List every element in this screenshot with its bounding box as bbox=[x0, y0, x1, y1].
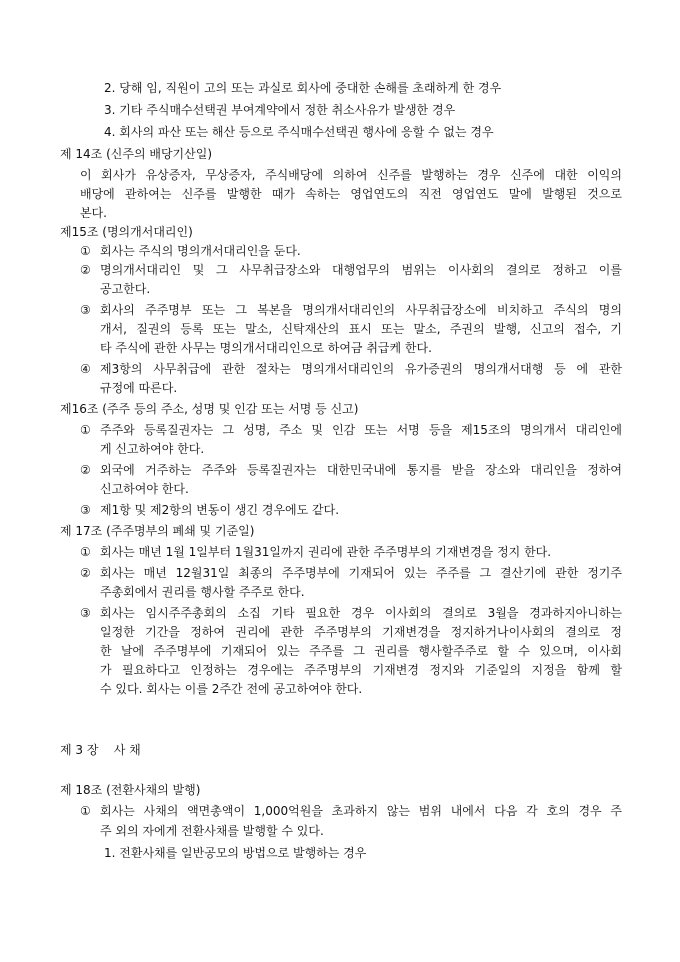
article-18-heading: 제 18조 (전환사채의 발행) bbox=[60, 783, 201, 797]
clause-line: 주총회에서 권리를 행사할 주주로 한다. bbox=[100, 585, 305, 599]
clause-line: 가 필요하다고 인정하는 경우에는 주주명부의 기재변경 정지와 기준일의 지정을 함께 할 bbox=[100, 663, 622, 677]
clause-line: 명의개서대리인 및 그 사무취급장소와 대행업무의 범위는 이사회의 결의로 정하고 이를 bbox=[100, 263, 622, 277]
clause-marker: ① bbox=[80, 545, 91, 559]
chapter-heading: 제 3 장 사 채 bbox=[60, 743, 141, 757]
clause-marker: ① bbox=[80, 423, 91, 437]
clause-marker: ① bbox=[80, 244, 91, 258]
clause-marker: ② bbox=[80, 463, 91, 477]
list-item: 2. 당해 임, 직원이 고의 또는 과실로 회사에 중대한 손해를 초래하게 한 경우 bbox=[104, 81, 502, 95]
list-item: 3. 기타 주식매수선택권 부여계약에서 정한 취소사유가 발생한 경우 bbox=[104, 103, 456, 117]
article-17-heading: 제 17조 (주주명부의 폐쇄 및 기준일) bbox=[60, 524, 255, 538]
article-14-body-line: 배당에 관하여는 신주를 발행한 때가 속하는 영업연도의 직전 영업연도 말에 발행된 것으로 bbox=[80, 187, 622, 201]
clause-marker: ③ bbox=[80, 303, 91, 317]
list-item: 4. 회사의 파산 또는 해산 등으로 주식매수선택권 행사에 응할 수 없는 경우 bbox=[104, 125, 494, 139]
clause-line: 회사는 매년 12월31일 최종의 주주명부에 기재되어 있는 주주를 그 결산기에 관한 정기주 bbox=[100, 566, 622, 580]
clause-line: 제3항의 사무취급에 관한 절차는 명의개서대리인의 유가증권의 명의개서대행 등 에 관한 bbox=[100, 362, 622, 376]
clause-line: 외국에 거주하는 주주와 등록질권자는 대한민국내에 통지를 받을 장소와 대리인을 정하여 bbox=[100, 463, 622, 477]
clause-line: 회사의 주주명부 또는 그 복본을 명의개서대리인의 사무취급장소에 비치하고 주식의 명의 bbox=[100, 303, 622, 317]
clause-line: 회사는 매년 1월 1일부터 1월31일까지 권리에 관한 주주명부의 기재변경을 정지 한다. bbox=[100, 545, 552, 559]
clause-marker: ③ bbox=[80, 503, 91, 517]
clause-line: 게 신고하여야 한다. bbox=[100, 442, 205, 456]
clause-line: 개서, 질권의 등록 또는 말소, 신탁재산의 표시 또는 말소, 주권의 발행, 신고의 접수, 기 bbox=[100, 322, 622, 336]
clause-line: 한 날에 주주명부에 기재되어 있는 주주를 그 권리를 행사할주주로 할 수 있으며, 이사회 bbox=[100, 644, 622, 658]
article-14-body-line: 이 회사가 유상증자, 무상증자, 주식배당에 의하여 신주를 발행하는 경우 신주에 대한 이익의 bbox=[80, 168, 622, 182]
clause-line: 회사는 임시주주총회의 소집 기타 필요한 경우 이사회의 결의로 3월을 경과하지아니하는 bbox=[100, 606, 622, 620]
list-item: 1. 전환사채를 일반공모의 방법으로 발행하는 경우 bbox=[104, 846, 367, 860]
clause-marker: ④ bbox=[80, 362, 91, 376]
clause-marker: ② bbox=[80, 263, 91, 277]
clause-marker: ① bbox=[80, 804, 91, 818]
clause-line: 수 있다. 회사는 이를 2주간 전에 공고하여야 한다. bbox=[100, 682, 363, 696]
clause-line: 회사는 주식의 명의개서대리인을 둔다. bbox=[100, 244, 301, 258]
clause-line: 타 주식에 관한 사무는 명의개서대리인으로 하여금 취급케 한다. bbox=[100, 341, 432, 355]
clause-line: 주 외의 자에게 전환사채를 발행할 수 있다. bbox=[100, 824, 324, 838]
clause-line: 규정에 따른다. bbox=[100, 381, 178, 395]
clause-line: 일정한 기간을 정하여 권리에 관한 주주명부의 기재변경을 정지하거나이사회의 결의로 정 bbox=[100, 625, 622, 639]
article-15-heading: 제15조 (명의개서대리인) bbox=[60, 225, 193, 239]
clause-line: 제1항 및 제2항의 변동이 생긴 경우에도 같다. bbox=[100, 503, 340, 517]
clause-line: 공고한다. bbox=[100, 282, 151, 296]
clause-line: 주주와 등록질권자는 그 성명, 주소 및 인감 또는 서명 등을 제15조의 명의개서 대리인에 bbox=[100, 423, 622, 437]
clause-line: 회사는 사채의 액면총액이 1,000억원을 초과하지 않는 범위 내에서 다음 각 호의 경우 주 bbox=[100, 804, 622, 818]
article-16-heading: 제16조 (주주 등의 주소, 성명 및 인감 또는 서명 등 신고) bbox=[60, 402, 359, 416]
clause-marker: ③ bbox=[80, 606, 91, 620]
article-14-body-line: 본다. bbox=[80, 206, 107, 220]
clause-line: 신고하여야 한다. bbox=[100, 482, 189, 496]
clause-marker: ② bbox=[80, 566, 91, 580]
article-14-heading: 제 14조 (신주의 배당기산일) bbox=[60, 147, 212, 161]
